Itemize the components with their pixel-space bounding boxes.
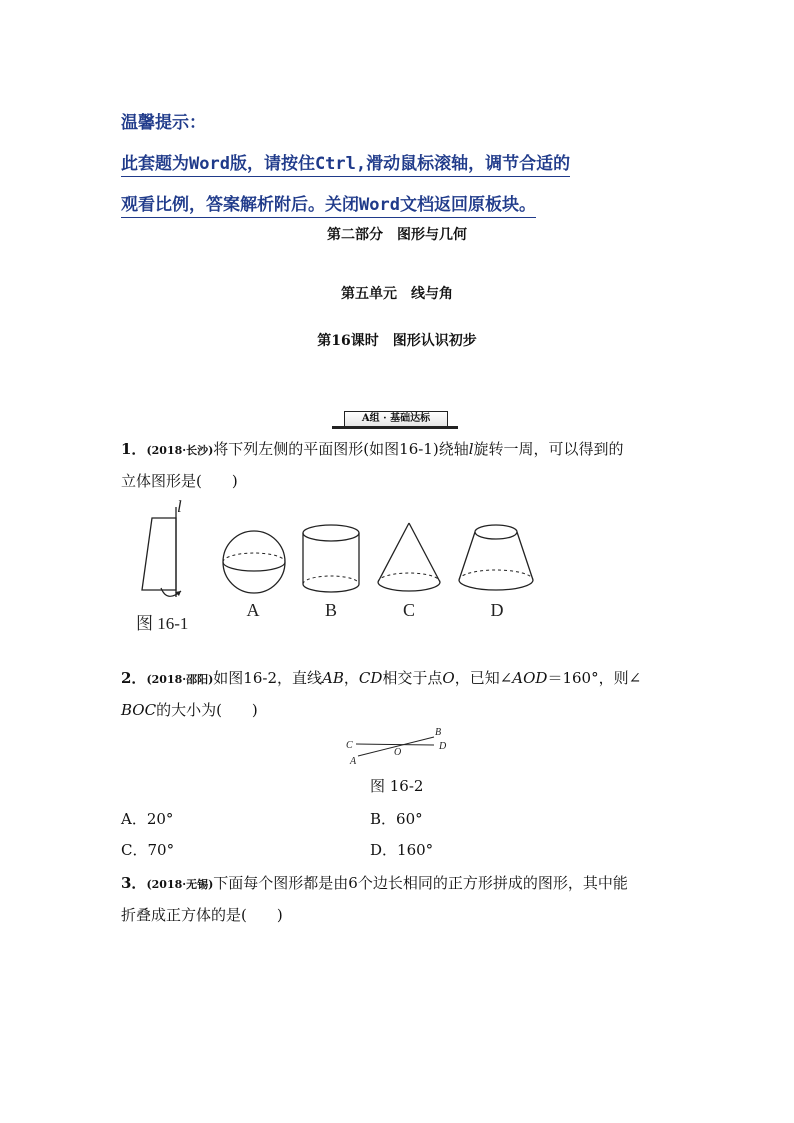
question-1-text-a: 将下列左侧的平面图形(如图16-1)绕轴 <box>213 440 469 458</box>
q2-option-b: B．60° <box>370 810 423 828</box>
point-c: C <box>346 740 353 751</box>
question-1-source: (2018·长沙) <box>146 444 214 457</box>
figure-16-2 <box>340 724 460 768</box>
question-2-number: 2． <box>121 669 147 687</box>
var-ab: AB <box>322 669 344 687</box>
var-o: O <box>442 669 455 687</box>
q2-option-d: D．160° <box>370 841 434 859</box>
question-1-text-b: 旋转一周，可以得到的 <box>473 440 624 458</box>
question-2-text-e: 的大小为( ) <box>156 701 258 719</box>
question-2-text-c: ，已知∠ <box>454 669 513 687</box>
frustum-figure <box>455 520 537 598</box>
question-2-text-a: 如图16-2，直线 <box>213 669 322 687</box>
question-1-number: 1． <box>121 440 147 458</box>
figure-16-1-caption: 图 16-1 <box>136 614 189 633</box>
notice-line-2: 观看比例，答案解析附后。关闭Word文档返回原板块。 <box>121 190 536 218</box>
var-cd: CD <box>358 669 383 687</box>
figure-16-1-trapezoid <box>125 495 195 605</box>
axis-label: l <box>177 497 182 516</box>
group-badge-underline <box>332 426 458 429</box>
unit-title: 第五单元 线与角 <box>341 286 453 302</box>
question-1-line-2: 立体图形是( ) <box>121 472 238 490</box>
var-aod: AOD <box>512 669 548 687</box>
option-label-d: D <box>490 600 504 620</box>
cone-figure <box>374 520 444 598</box>
trapezoid-shape <box>142 518 176 590</box>
question-3-line-1 <box>121 872 628 893</box>
point-a: A <box>350 756 357 767</box>
question-2-line-1 <box>121 667 641 688</box>
question-2-comma: ， <box>343 669 359 687</box>
option-label-b: B <box>324 600 337 620</box>
point-o: O <box>394 747 402 758</box>
notice-heading: 温馨提示： <box>121 113 206 133</box>
lesson-title: 第16课时 图形认识初步 <box>317 333 477 349</box>
question-1-line-1 <box>121 438 624 459</box>
q2-option-c: C．70° <box>121 841 175 859</box>
sphere-figure <box>220 528 290 598</box>
part-title: 第二部分 图形与几何 <box>327 227 467 243</box>
question-2-source: (2018·邵阳) <box>146 673 214 686</box>
option-label-a: A <box>246 600 260 620</box>
var-boc: BOC <box>121 701 157 719</box>
question-2-text-b: 相交于点 <box>382 669 443 687</box>
notice-line-1: 此套题为Word版，请按住Ctrl,滑动鼠标滚轴，调节合适的 <box>121 149 570 177</box>
group-badge: A组 · 基础达标 <box>344 411 448 427</box>
point-b: B <box>435 727 442 738</box>
q2-option-a: A．20° <box>121 810 174 828</box>
figure-16-2-caption: 图 16-2 <box>370 777 424 795</box>
question-2-text-d: ＝160°，则∠ <box>547 669 642 687</box>
question-1-axis-var: l <box>468 440 474 458</box>
option-label-c: C <box>402 600 415 620</box>
question-3-source: (2018·无锡) <box>146 878 214 891</box>
question-2-line-2 <box>121 699 258 720</box>
question-3-text: 下面每个图形都是由6个边长相同的正方形拼成的图形，其中能 <box>213 874 628 892</box>
question-3-line-2: 折叠成正方体的是( ) <box>121 906 283 924</box>
point-d: D <box>439 741 447 752</box>
cylinder-figure <box>300 522 364 598</box>
question-3-number: 3． <box>121 874 147 892</box>
